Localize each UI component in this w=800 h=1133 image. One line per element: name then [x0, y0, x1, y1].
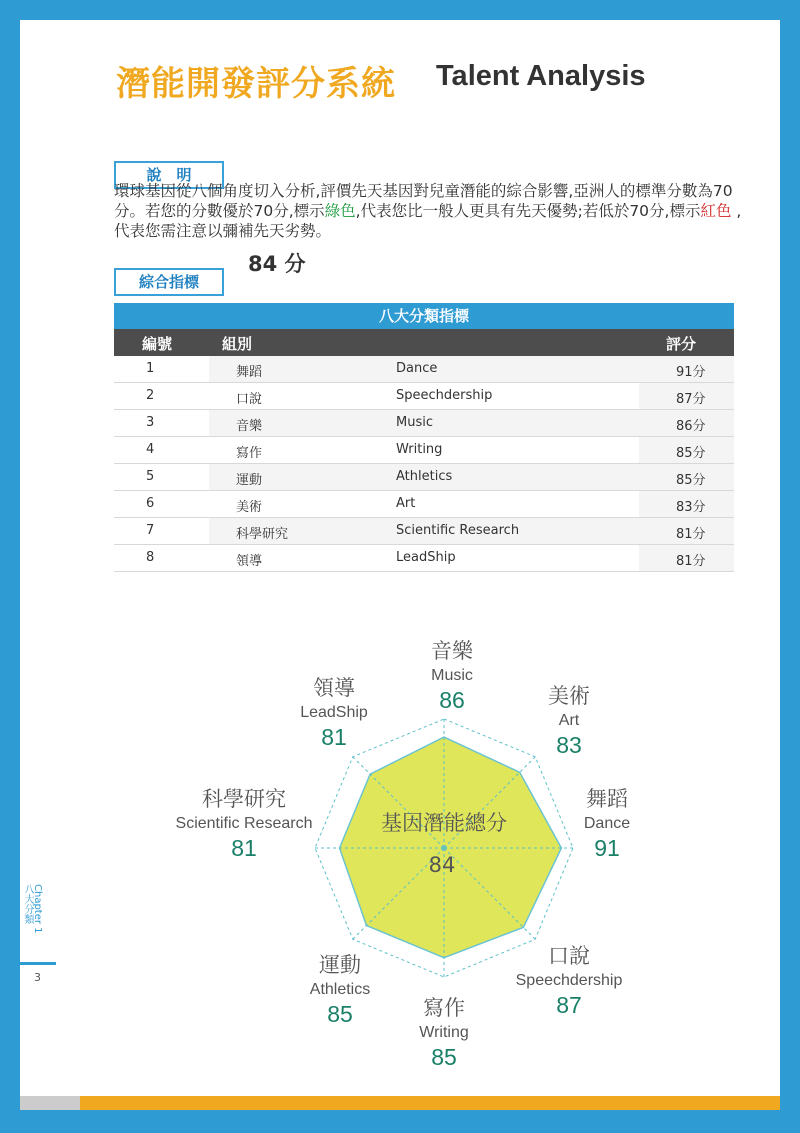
row-group-en: Scientific Research	[396, 523, 520, 538]
radar-axis-value: 81	[321, 724, 347, 750]
footer-bar-grey	[20, 1096, 80, 1110]
radar-axis-label-en: LeadShip	[300, 704, 368, 721]
row-no: 1	[146, 361, 155, 376]
header-score: 評分	[666, 335, 697, 353]
radar-axis-value: 86	[439, 687, 465, 713]
radar-data-area	[340, 737, 562, 958]
radar-axis-label-zh: 科學研究	[202, 787, 286, 811]
row-no: 3	[146, 415, 155, 430]
row-no: 7	[146, 523, 155, 538]
radar-axis-label-en: Speechdership	[515, 972, 623, 989]
row-score: 83分	[676, 500, 706, 515]
row-group-zh: 口說	[236, 392, 263, 407]
radar-axis-label-zh: 口說	[548, 944, 590, 968]
green-word: 綠色	[324, 202, 356, 220]
row-group-en: Writing	[396, 442, 443, 457]
radar-center-value: 84	[428, 853, 456, 877]
radar-axis-label-zh: 領導	[313, 676, 355, 700]
row-group-en: Art	[396, 496, 416, 511]
page-title-english: Talent Analysis	[436, 60, 646, 92]
row-score: 81分	[676, 554, 706, 569]
row-no: 8	[146, 550, 155, 565]
radar-axis-label-zh: 舞蹈	[586, 787, 628, 811]
row-group-zh: 寫作	[236, 446, 263, 461]
overall-score: 84 分	[248, 252, 306, 276]
row-group-en: Dance	[396, 361, 438, 376]
row-score: 87分	[676, 392, 706, 407]
radar-axis-label-en: Scientific Research	[175, 815, 313, 832]
row-group-en: LeadShip	[396, 550, 456, 565]
radar-axis-value: 85	[327, 1001, 353, 1027]
row-group-zh: 音樂	[236, 419, 263, 434]
radar-axis-value: 83	[556, 732, 582, 758]
radar-axis-label-zh: 音樂	[431, 639, 473, 663]
row-group-en: Music	[396, 415, 433, 430]
row-group-zh: 舞蹈	[236, 365, 263, 380]
table-title: 八大分類指標	[114, 303, 734, 329]
radar-axis-value: 91	[594, 835, 620, 861]
radar-axis-label-zh: 運動	[319, 953, 361, 977]
row-group-zh: 運動	[236, 473, 263, 488]
radar-axis-label-en: Dance	[583, 815, 631, 832]
row-group-zh: 科學研究	[236, 527, 289, 542]
radar-center-label: 基因潛能總分	[381, 811, 507, 835]
footer-bar-orange	[80, 1096, 780, 1110]
chapter-label: Chapter 1 八大分類	[22, 884, 43, 934]
row-no: 6	[146, 496, 155, 511]
radar-axis-value: 81	[231, 835, 257, 861]
radar-axis-label-zh: 美術	[548, 684, 590, 708]
radar-axis-label-en: Writing	[419, 1024, 469, 1041]
row-group-en: Athletics	[396, 469, 453, 484]
page-number: 3	[34, 971, 41, 984]
row-score: 85分	[676, 473, 706, 488]
row-no: 2	[146, 388, 155, 403]
radar-axis-label-zh: 寫作	[423, 996, 465, 1020]
description-text: 環球基因從八個角度切入分析,評價先天基因對兒童潛能的綜合影響,亞洲人的標準分數為70分。若您的分數優於70分,標示綠色,代表您比一般人更具有先天優勢;若低於70分,標示紅色 ,代表您需注意以彌補先天劣勢。	[114, 182, 742, 240]
header-no: 編號	[142, 335, 173, 353]
radar-axis-value: 85	[431, 1044, 457, 1070]
radar-axis-label-en: Music	[431, 667, 473, 684]
row-no: 5	[146, 469, 155, 484]
row-no: 4	[146, 442, 155, 457]
row-score: 86分	[676, 419, 706, 434]
overall-label: 綜合指標	[114, 268, 224, 296]
radar-axis-label-en: Art	[558, 712, 580, 729]
radar-axis-value: 87	[556, 992, 582, 1018]
row-group-zh: 美術	[236, 500, 263, 515]
page-title: 潛能開發評分系統	[116, 64, 396, 104]
row-score: 85分	[676, 446, 706, 461]
row-score: 91分	[676, 365, 706, 380]
chapter-marker	[20, 962, 56, 965]
description-label: 說 明	[114, 161, 224, 189]
header-group: 組別	[222, 335, 253, 353]
row-score: 81分	[676, 527, 706, 542]
radar-axis-label-en: Athletics	[309, 981, 371, 998]
row-group-zh: 領導	[236, 554, 263, 569]
red-word: 紅色	[700, 202, 732, 220]
row-group-en: Speechdership	[396, 388, 493, 403]
